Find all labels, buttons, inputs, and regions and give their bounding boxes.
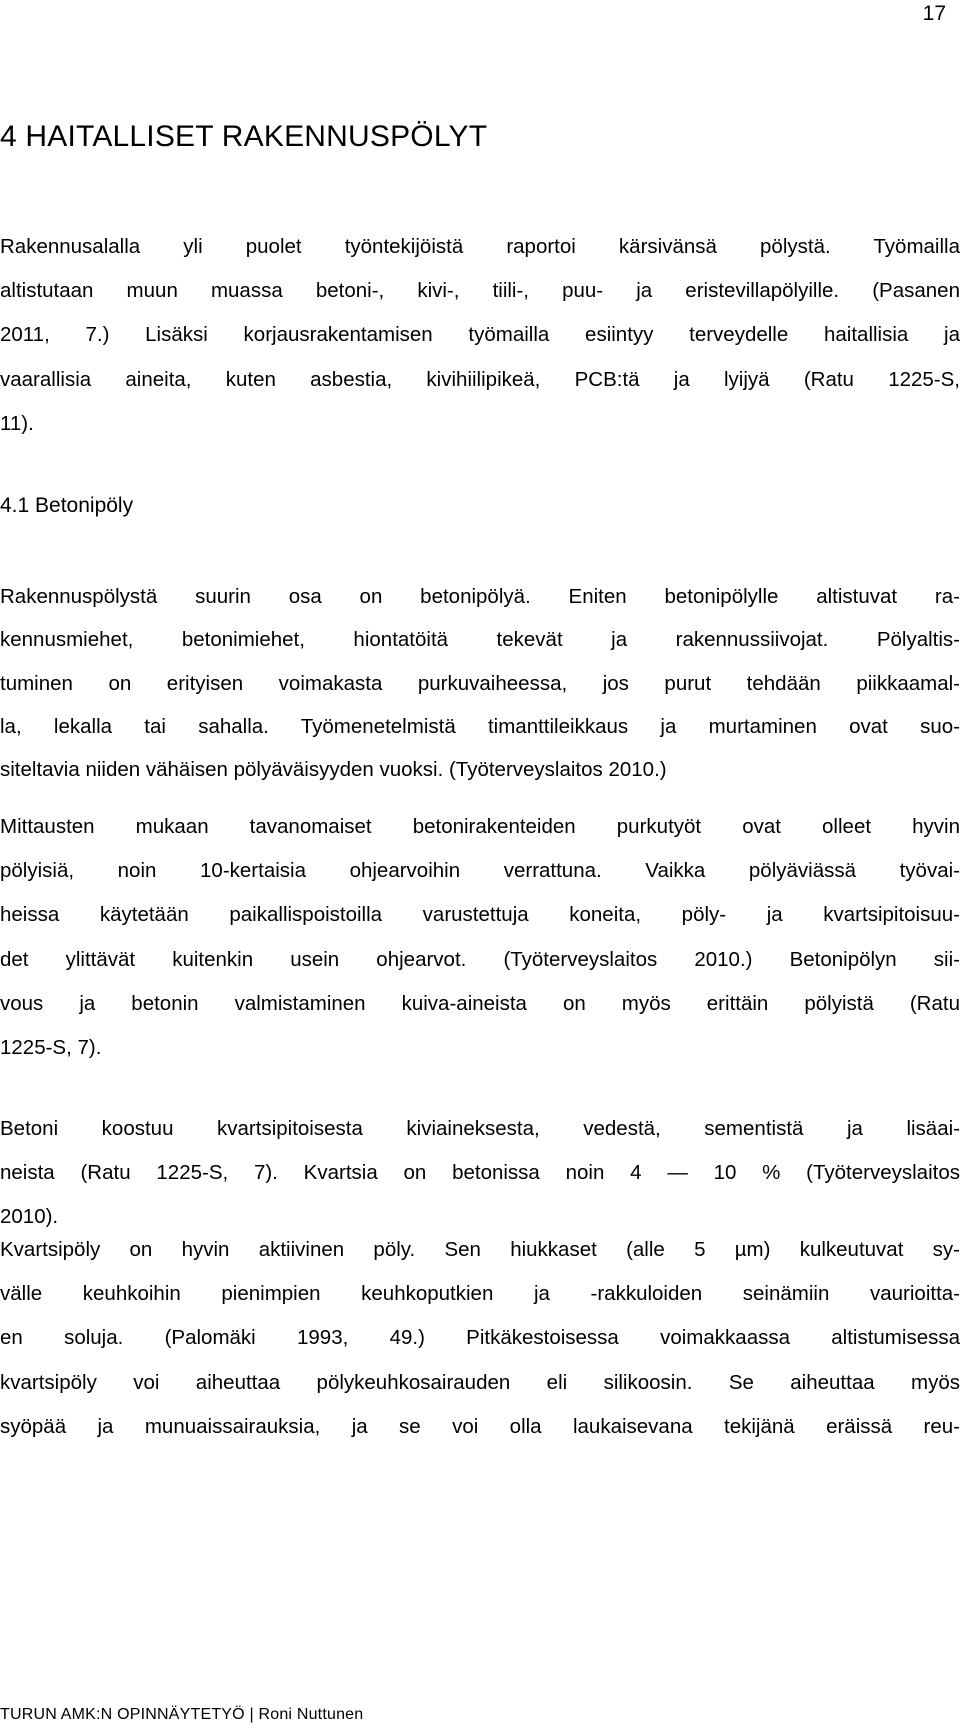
page-footer: TURUN AMK:N OPINNÄYTETYÖ | Roni Nuttunen [0,1706,364,1723]
text-line: 1225-S, 7). [0,1036,102,1060]
paragraph-3 [0,1107,960,1240]
text-line: Rakennusalalla yli puolet työntekijöistä raportoi kärsivänsä pölystä. Työmailla [0,235,960,258]
text-line: Rakennuspölystä suurin osa on betonipölyä. Eniten betonipölylle altistuvat ra- [0,585,960,608]
paragraph-1 [0,575,960,791]
paragraph-4 [0,1228,960,1449]
text-line: syöpää ja munuaissairauksia, ja se voi olla laukaisevana tekijänä eräissä reu- [0,1414,960,1438]
text-line: 11). [0,411,34,435]
text-line: Kvartsipöly on hyvin aktiivinen pöly. Sen hiukkaset (alle 5 µm) kulkeutuvat sy- [0,1238,960,1261]
text-line: vaarallisia aineita, kuten asbestia, kivihiilipikeä, PCB:tä ja lyijyä (Ratu 1225-S, [0,367,960,391]
text-line: en soluja. (Palomäki 1993, 49.) Pitkäkestoisessa voimakkaassa altistumisessa [0,1326,960,1350]
text-line: heissa käytetään paikallispoistoilla varustettuja koneita, pöly- ja kvartsipitoisuu- [0,903,960,927]
section-title: 4.1 Betonipöly [0,494,134,517]
chapter-title: 4 HAITALLISET RAKENNUSPÖLYT [0,120,488,153]
text-line: Mittausten mukaan tavanomaiset betonirakenteiden purkutyöt ovat olleet hyvin [0,815,960,838]
text-line: det ylittävät kuitenkin usein ohjearvot. (Työterveyslaitos 2010.) Betonipölyn sii- [0,947,960,971]
text-line: siteltavia niiden vähäisen pölyäväisyyden vuoksi. (Työterveyslaitos 2010.) [0,758,667,782]
text-line: pölyisiä, noin 10-kertaisia ohjearvoihin verrattuna. Vaikka pölyäviässä työvai- [0,859,960,883]
page-number: 17 [922,2,946,25]
text-line: Betoni koostuu kvartsipitoisesta kiviaineksesta, vedestä, sementistä ja lisäai- [0,1117,960,1140]
text-line: 2011, 7.) Lisäksi korjausrakentamisen työmailla esiintyy terveydelle haitallisia ja [0,323,960,347]
text-line: kvartsipöly voi aiheuttaa pölykeuhkosairauden eli silikoosin. Se aiheuttaa myös [0,1370,960,1394]
text-line: vous ja betonin valmistaminen kuiva-aineista on myös erittäin pölyistä (Ratu [0,991,960,1015]
text-line: tuminen on erityisen voimakasta purkuvaiheessa, jos purut tehdään piikkaamal- [0,671,960,695]
text-line: kennusmiehet, betonimiehet, hiontatöitä tekevät ja rakennussiivojat. Pölyaltis- [0,628,960,652]
text-line: neista (Ratu 1225-S, 7). Kvartsia on betonissa noin 4 — 10 % (Työterveyslaitos [0,1161,960,1185]
text-line: altistutaan muun muassa betoni-, kivi-, tiili-, puu- ja eristevillapölyille. (Pasanen [0,279,960,303]
text-line: la, lekalla tai sahalla. Työmenetelmistä timanttileikkaus ja murtaminen ovat suo- [0,714,960,738]
text-line: 2010). [0,1205,59,1229]
intro-paragraph [0,225,960,446]
text-line: välle keuhkoihin pienimpien keuhkoputkien ja -rakkuloiden seinämiin vaurioitta- [0,1282,960,1306]
paragraph-2 [0,805,960,1070]
